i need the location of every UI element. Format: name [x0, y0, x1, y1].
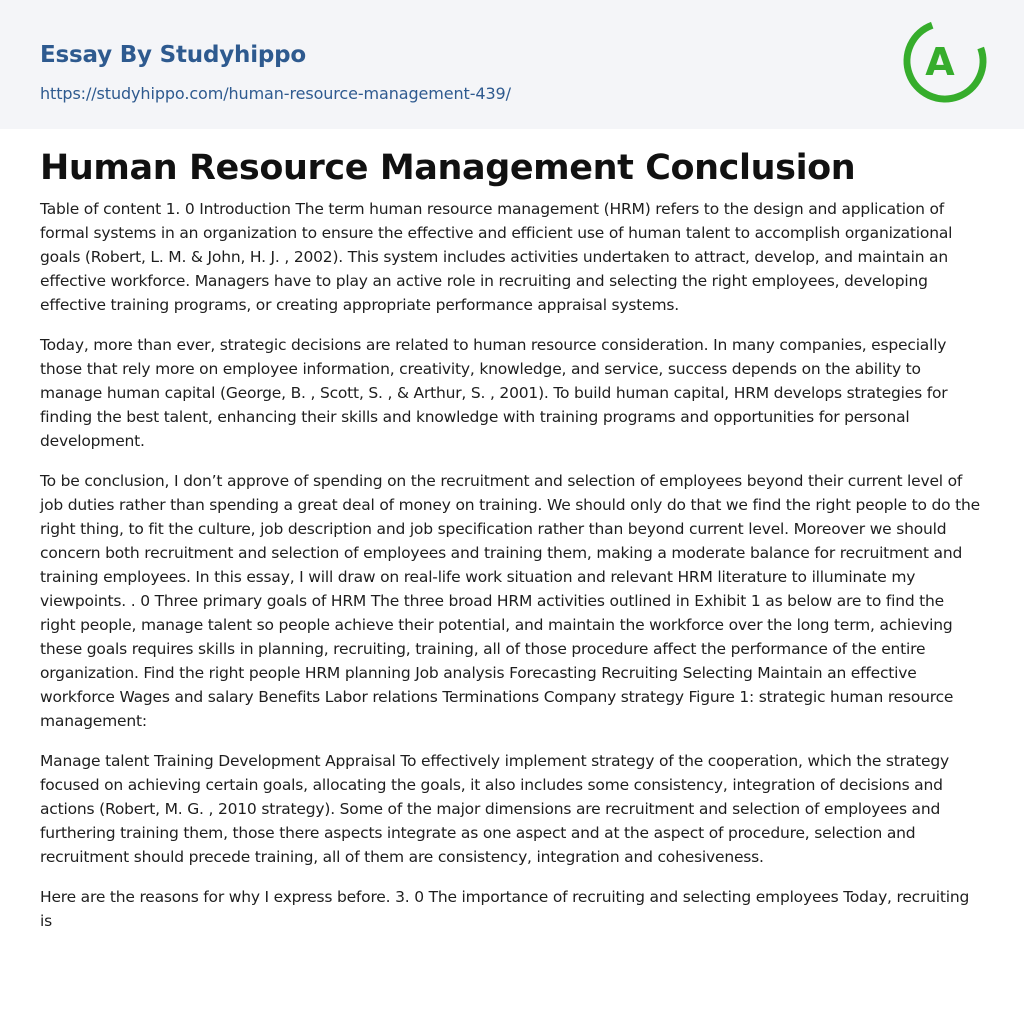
- logo-letter: A: [925, 40, 955, 84]
- article-paragraph: Here are the reasons for why I express before. 3. 0 The importance of recruiting and selecting employees Today, recruiting is: [40, 888, 970, 930]
- article-paragraph: Manage talent Training Development Appraisal To effectively implement strategy of the cooperation, which the strategy focused on achieving certain goals, allocating the goals, it also includes some consistency, integration of decisions and actions (Robert, M. G. , 2010 strategy). Some of the major dimensions are recruitment and selection of employees and furthering training them, those there aspects integrate as one aspect and at the aspect of procedure, selection and recruitment should precede training, all of them are consistency, integration and cohesiveness.: [40, 752, 949, 866]
- site-header: [0, 0, 1024, 129]
- site-brand[interactable]: Essay By Studyhippo: [40, 42, 307, 68]
- article-paragraph: Table of content 1. 0 Introduction The term human resource management (HRM) refers to the design and application of formal systems in an organization to ensure the effective and efficient use of human talent to accomplish organizational goals (Robert, L. M. & John, H. J. , 2002). This system includes activities undertaken to attract, develop, and maintain an effective workforce. Managers have to play an active role in recruiting and selecting the right employees, developing effective training programs, or creating appropriate performance appraisal systems.: [40, 200, 953, 314]
- article-content: [40, 144, 984, 949]
- article-paragraph: Today, more than ever, strategic decisions are related to human resource consideration. In many companies, especially those that rely more on employee information, creativity, knowledge, and service, success depends on the ability to manage human capital (George, B. , Scott, S. , & Arthur, S. , 2001). To build human capital, HRM develops strategies for finding the best talent, enhancing their skills and knowledge with training programs and opportunities for personal development.: [40, 336, 948, 450]
- page-title: Human Resource Management Conclusion: [40, 148, 856, 188]
- article-paragraph: To be conclusion, I don’t approve of spending on the recruitment and selection of employees beyond their current level of job duties rather than spending a great deal of money on training. We should only do that we find the right people to do the right thing, to fit the culture, job description and job specification rather than beyond current level. Moreover we should concern both recruitment and selection of employees and training them, making a moderate balance for recruitment and training employees. In this essay, I will draw on real-life work situation and relevant HRM literature to illuminate my viewpoints. . 0 Three primary goals of HRM The three broad HRM activities outlined in Exhibit 1 as below are to find the right people, manage talent so people achieve their potential, and maintain the workforce over the long term, achieving these goals requires skills in planning, recruiting, training, all of those procedure affect the performance of the entire organization. Find the right people HRM planning Job analysis Forecasting Recruiting Selecting Maintain an effective workforce Wages and salary Benefits Labor relations Terminations Company strategy Figure 1: strategic human resource management:: [40, 472, 980, 730]
- source-url-link[interactable]: https://studyhippo.com/human-resource-management-439/: [40, 84, 511, 103]
- studyhippo-logo-icon[interactable]: [902, 18, 988, 104]
